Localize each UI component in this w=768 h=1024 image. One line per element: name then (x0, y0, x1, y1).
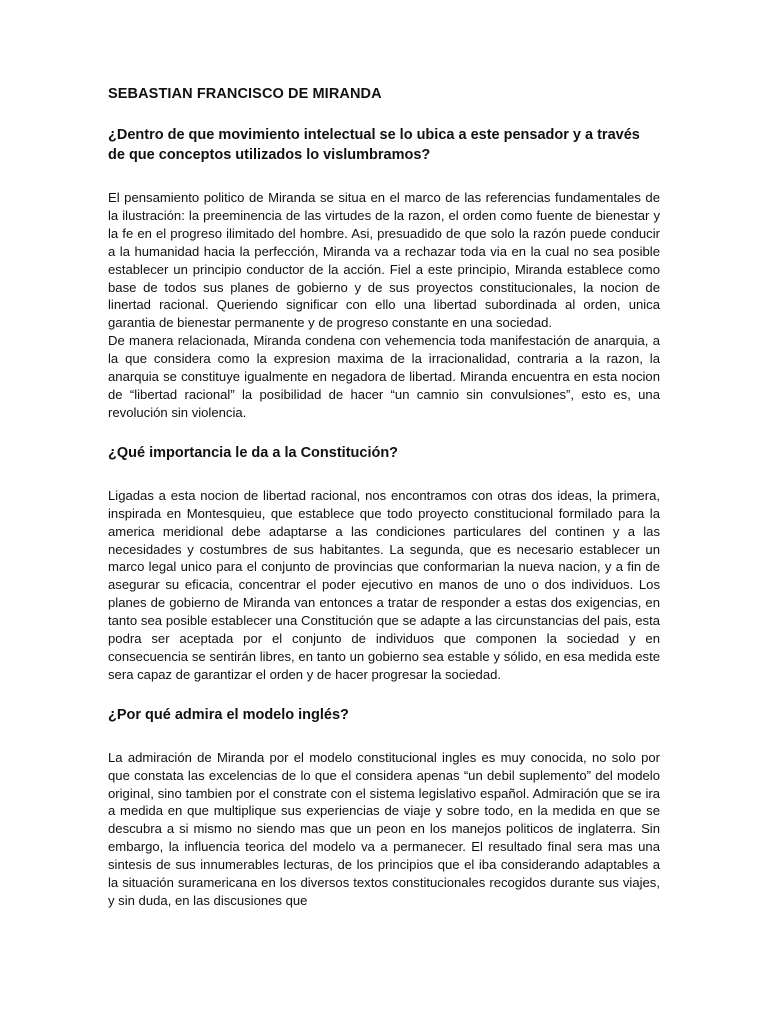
section-constitution (108, 443, 660, 684)
body-paragraph: De manera relacionada, Miranda condena con vehemencia toda manifestación de anarquia, a la que considera como la expresion maxima de la irracionalidad, contraria a la razon, la anarquia se constituye igualmente en negadora de libertad. Miranda encuentra en esta nocion de “libertad racional” la posibilidad de hacer “un camnio sin convulsiones”, esto es, una revolución sin violencia. (108, 333, 660, 420)
body-paragraph: La admiración de Miranda por el modelo constitucional ingles es muy conocida, no solo por que constata las excelencias de lo que el considera apenas “un debil suplemento” del modelo original, sino tambien por el constrate con el sistema legislativo español. Admiración que se ira a medida en que multiplique sus experiencias de viaje y sobre todo, en la medida en que se descubra a si mismo no siendo mas que un peon en los manejos politicos de inglaterra. Sin embargo, la influencia teorica del modelo va a permanecer. El resultado final sera mas una sintesis de sus innumerables lecturas, de los principios que el iba considerando adaptables a la situación suramericana en los diversos textos constitucionales recogidos durante sus viajes, y sin duda, en las discusiones que (108, 749, 660, 908)
document-title: SEBASTIAN FRANCISCO DE MIRANDA (108, 86, 382, 102)
section-question: ¿Por qué admira el modelo inglés? (108, 706, 349, 723)
section-movement (108, 125, 660, 422)
section-english-model (108, 705, 660, 910)
body-paragraph: Ligadas a esta nocion de libertad racional, nos encontramos con otras dos ideas, la primera, inspirada en Montesquieu, que establece que todo proyecto constitucional formilado para la america meridional debe adaptarse a las condiciones particulares del continen y a las necesidades y costumbres de sus habitantes. La segunda, que es necesario establecer un marco legal unico para el conjunto de provincias que conformarian la nueva nacion, y a fin de asegurar su eficacia, concentrar el poder ejecutivo en manos de uno o dos individuos. Los planes de gobierno de Miranda van entonces a tratar de responder a estas dos exigencias, en tanto sea posible establecer una Constitución que se adapte a las circunstancias del pais, esta podra ser aceptada por el conjunto de individuos que componen la sociedad y en consecuencia se sentirán libres, en tanto un gobierno sea estable y sólido, en esa medida este sera capaz de garantizar el orden y de hacer progresar la sociedad. (108, 487, 660, 682)
section-question: ¿Dentro de que movimiento intelectual se lo ubica a este pensador y a través de que conceptos utilizados lo vislumbramos? (108, 127, 640, 163)
body-paragraph: El pensamiento politico de Miranda se situa en el marco de las referencias fundamentales de la ilustración: la preeminencia de las virtudes de la razon, el orden como fuente de bienestar y la fe en el progreso ilimitado del hombre. Asi, presuadido de que solo la razón puede conducir a la humanidad hacia la perfección, Miranda va a rechazar toda via en la cual no sea posible establecer un principio conductor de la acción. Fiel a este principio, Miranda establece como base de todos sus planes de gobierno y de sus proyectos constitucionales, la nocion de linertad racional. Queriendo significar con ello una libertad subordinada al orden, unica garantia de bienestar permanente y de progreso constante en una sociedad. (108, 190, 660, 331)
section-question: ¿Qué importancia le da a la Constitución? (108, 444, 399, 461)
